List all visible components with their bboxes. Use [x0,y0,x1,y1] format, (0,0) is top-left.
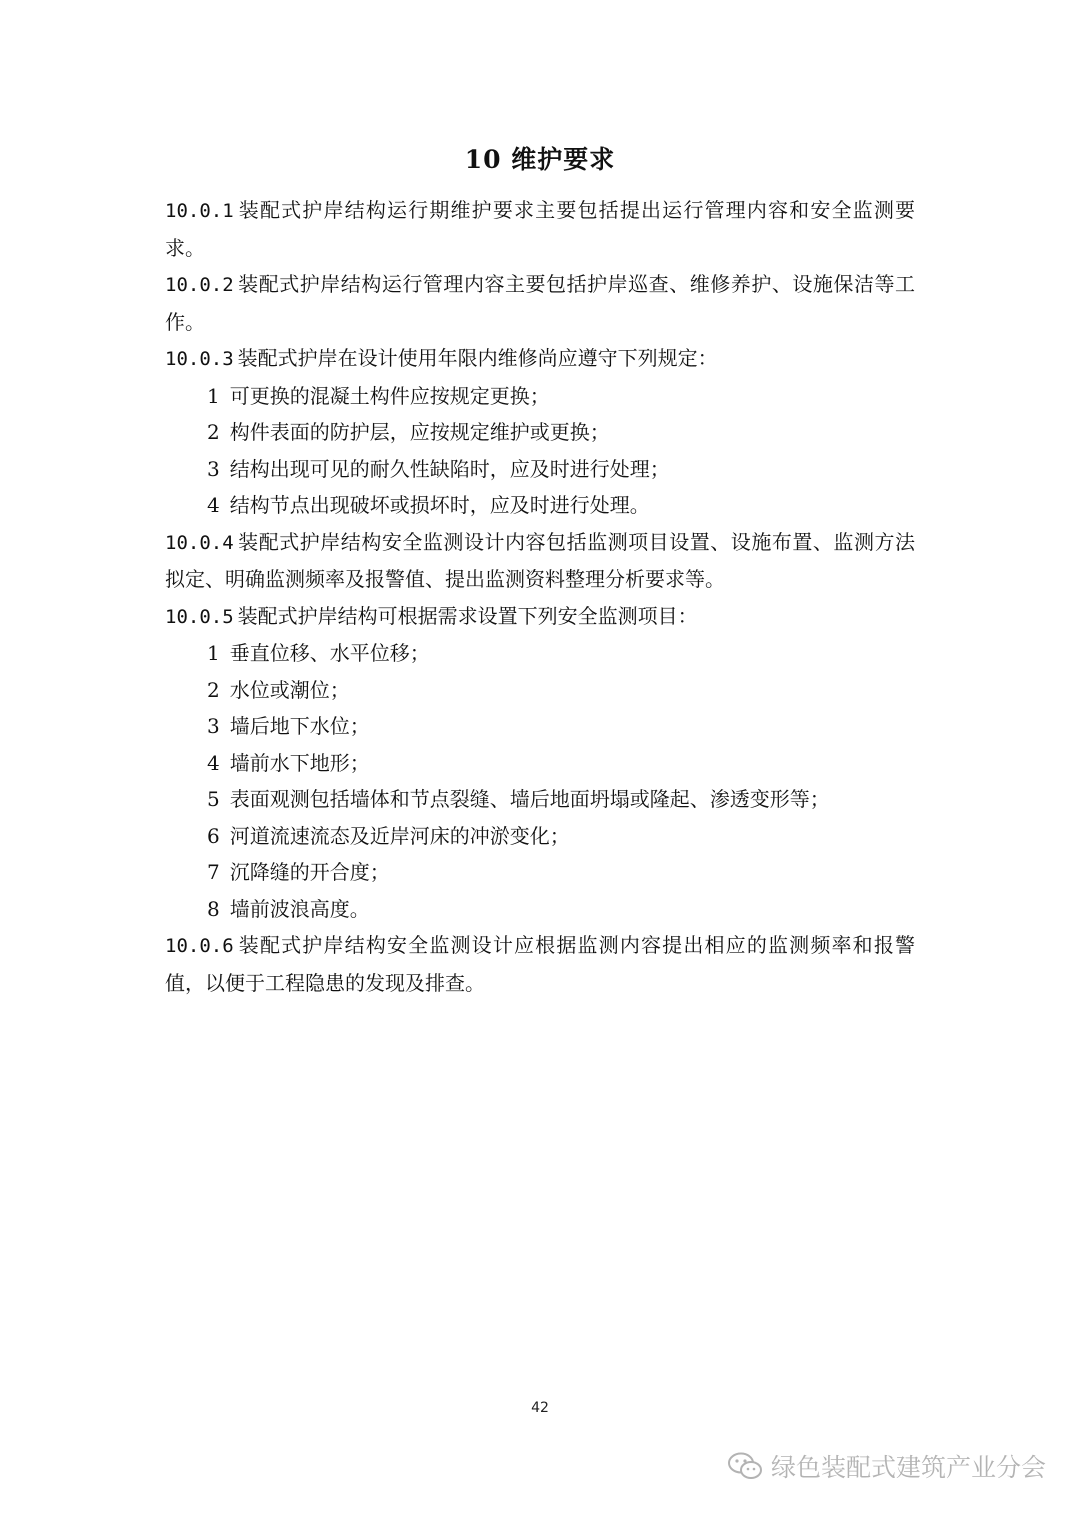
list-item [165,635,915,672]
item-text: 河道流速流态及近岸河床的冲淤变化； [229,823,570,848]
watermark-text: 绿色装配式建筑产业分会 [770,1453,1046,1482]
document-body [165,192,915,1001]
list-item [165,818,915,855]
item-text: 表面观测包括墙体和节点裂缝、墙后地面坍塌或隆起、渗透变形等； [229,787,830,811]
item-number: 3 [207,456,220,481]
section-10-0-4 [165,524,915,598]
item-number: 6 [207,823,220,848]
item-text: 垂直位移、水平位移； [229,641,430,665]
item-text: 水位或潮位； [229,677,350,702]
section-number: 10.0.5 [165,605,234,628]
list-item [165,487,915,524]
wechat-icon [727,1451,763,1481]
section-number: 10.0.2 [165,274,234,296]
section-text: 装配式护岸结构安全监测设计内容包括监测项目设置、设施布置、监测方法拟定、明确监测频率及报警值、提出监测资料整理分析要求等。 [165,529,915,591]
item-number: 7 [207,860,220,884]
item-number: 2 [207,677,220,702]
list-item [165,708,915,745]
item-text: 墙后地下水位； [229,714,370,738]
section-text: 装配式护岸结构运行期维护要求主要包括提出运行管理内容和安全监测要求。 [165,198,915,260]
section-10-0-6 [165,927,915,1001]
list-item [165,854,915,891]
item-number: 3 [207,714,220,738]
section-10-0-2 [165,266,915,340]
item-number: 5 [207,787,220,811]
item-text: 可更换的混凝土构件应按规定更换； [229,383,550,408]
item-text: 结构出现可见的耐久性缺陷时，应及时进行处理； [229,456,670,481]
section-10-0-5 [165,598,915,636]
section-number: 10.0.1 [165,200,234,222]
section-number: 10.0.6 [165,935,234,957]
list-item [165,781,915,818]
item-text: 构件表面的防护层，应按规定维护或更换； [229,420,610,444]
item-number: 8 [207,896,220,921]
list-item [165,378,915,415]
section-text: 装配式护岸结构运行管理内容主要包括护岸巡查、维修养护、设施保洁等工作。 [165,272,915,334]
list-item [165,414,915,451]
item-text: 墙前波浪高度。 [229,896,370,921]
list-item [165,891,915,928]
section-number: 10.0.3 [165,348,234,370]
section-number: 10.0.4 [165,531,234,554]
item-text: 结构节点出现破坏或损坏时，应及时进行处理。 [229,493,650,517]
item-number: 2 [207,420,220,444]
section-10-0-3 [165,340,915,378]
section-text: 装配式护岸结构安全监测设计应根据监测内容提出相应的监测频率和报警值，以便于工程隐患的发现及排查。 [165,933,915,995]
item-number: 4 [207,750,220,775]
list-item [165,745,915,782]
item-number: 1 [207,641,220,665]
item-number: 4 [207,493,220,517]
watermark [727,1448,1046,1484]
section-text: 装配式护岸结构可根据需求设置下列安全监测项目： [237,603,698,628]
list-item [165,451,915,488]
list-item [165,672,915,709]
item-text: 沉降缝的开合度； [229,860,390,884]
item-text: 墙前水下地形； [229,750,370,775]
page-number: 42 [531,1400,549,1416]
section-text: 装配式护岸在设计使用年限内维修尚应遵守下列规定： [237,346,718,370]
section-10-0-1 [165,192,915,266]
page-title: 10 维护要求 [464,145,616,174]
item-number: 1 [207,383,220,408]
